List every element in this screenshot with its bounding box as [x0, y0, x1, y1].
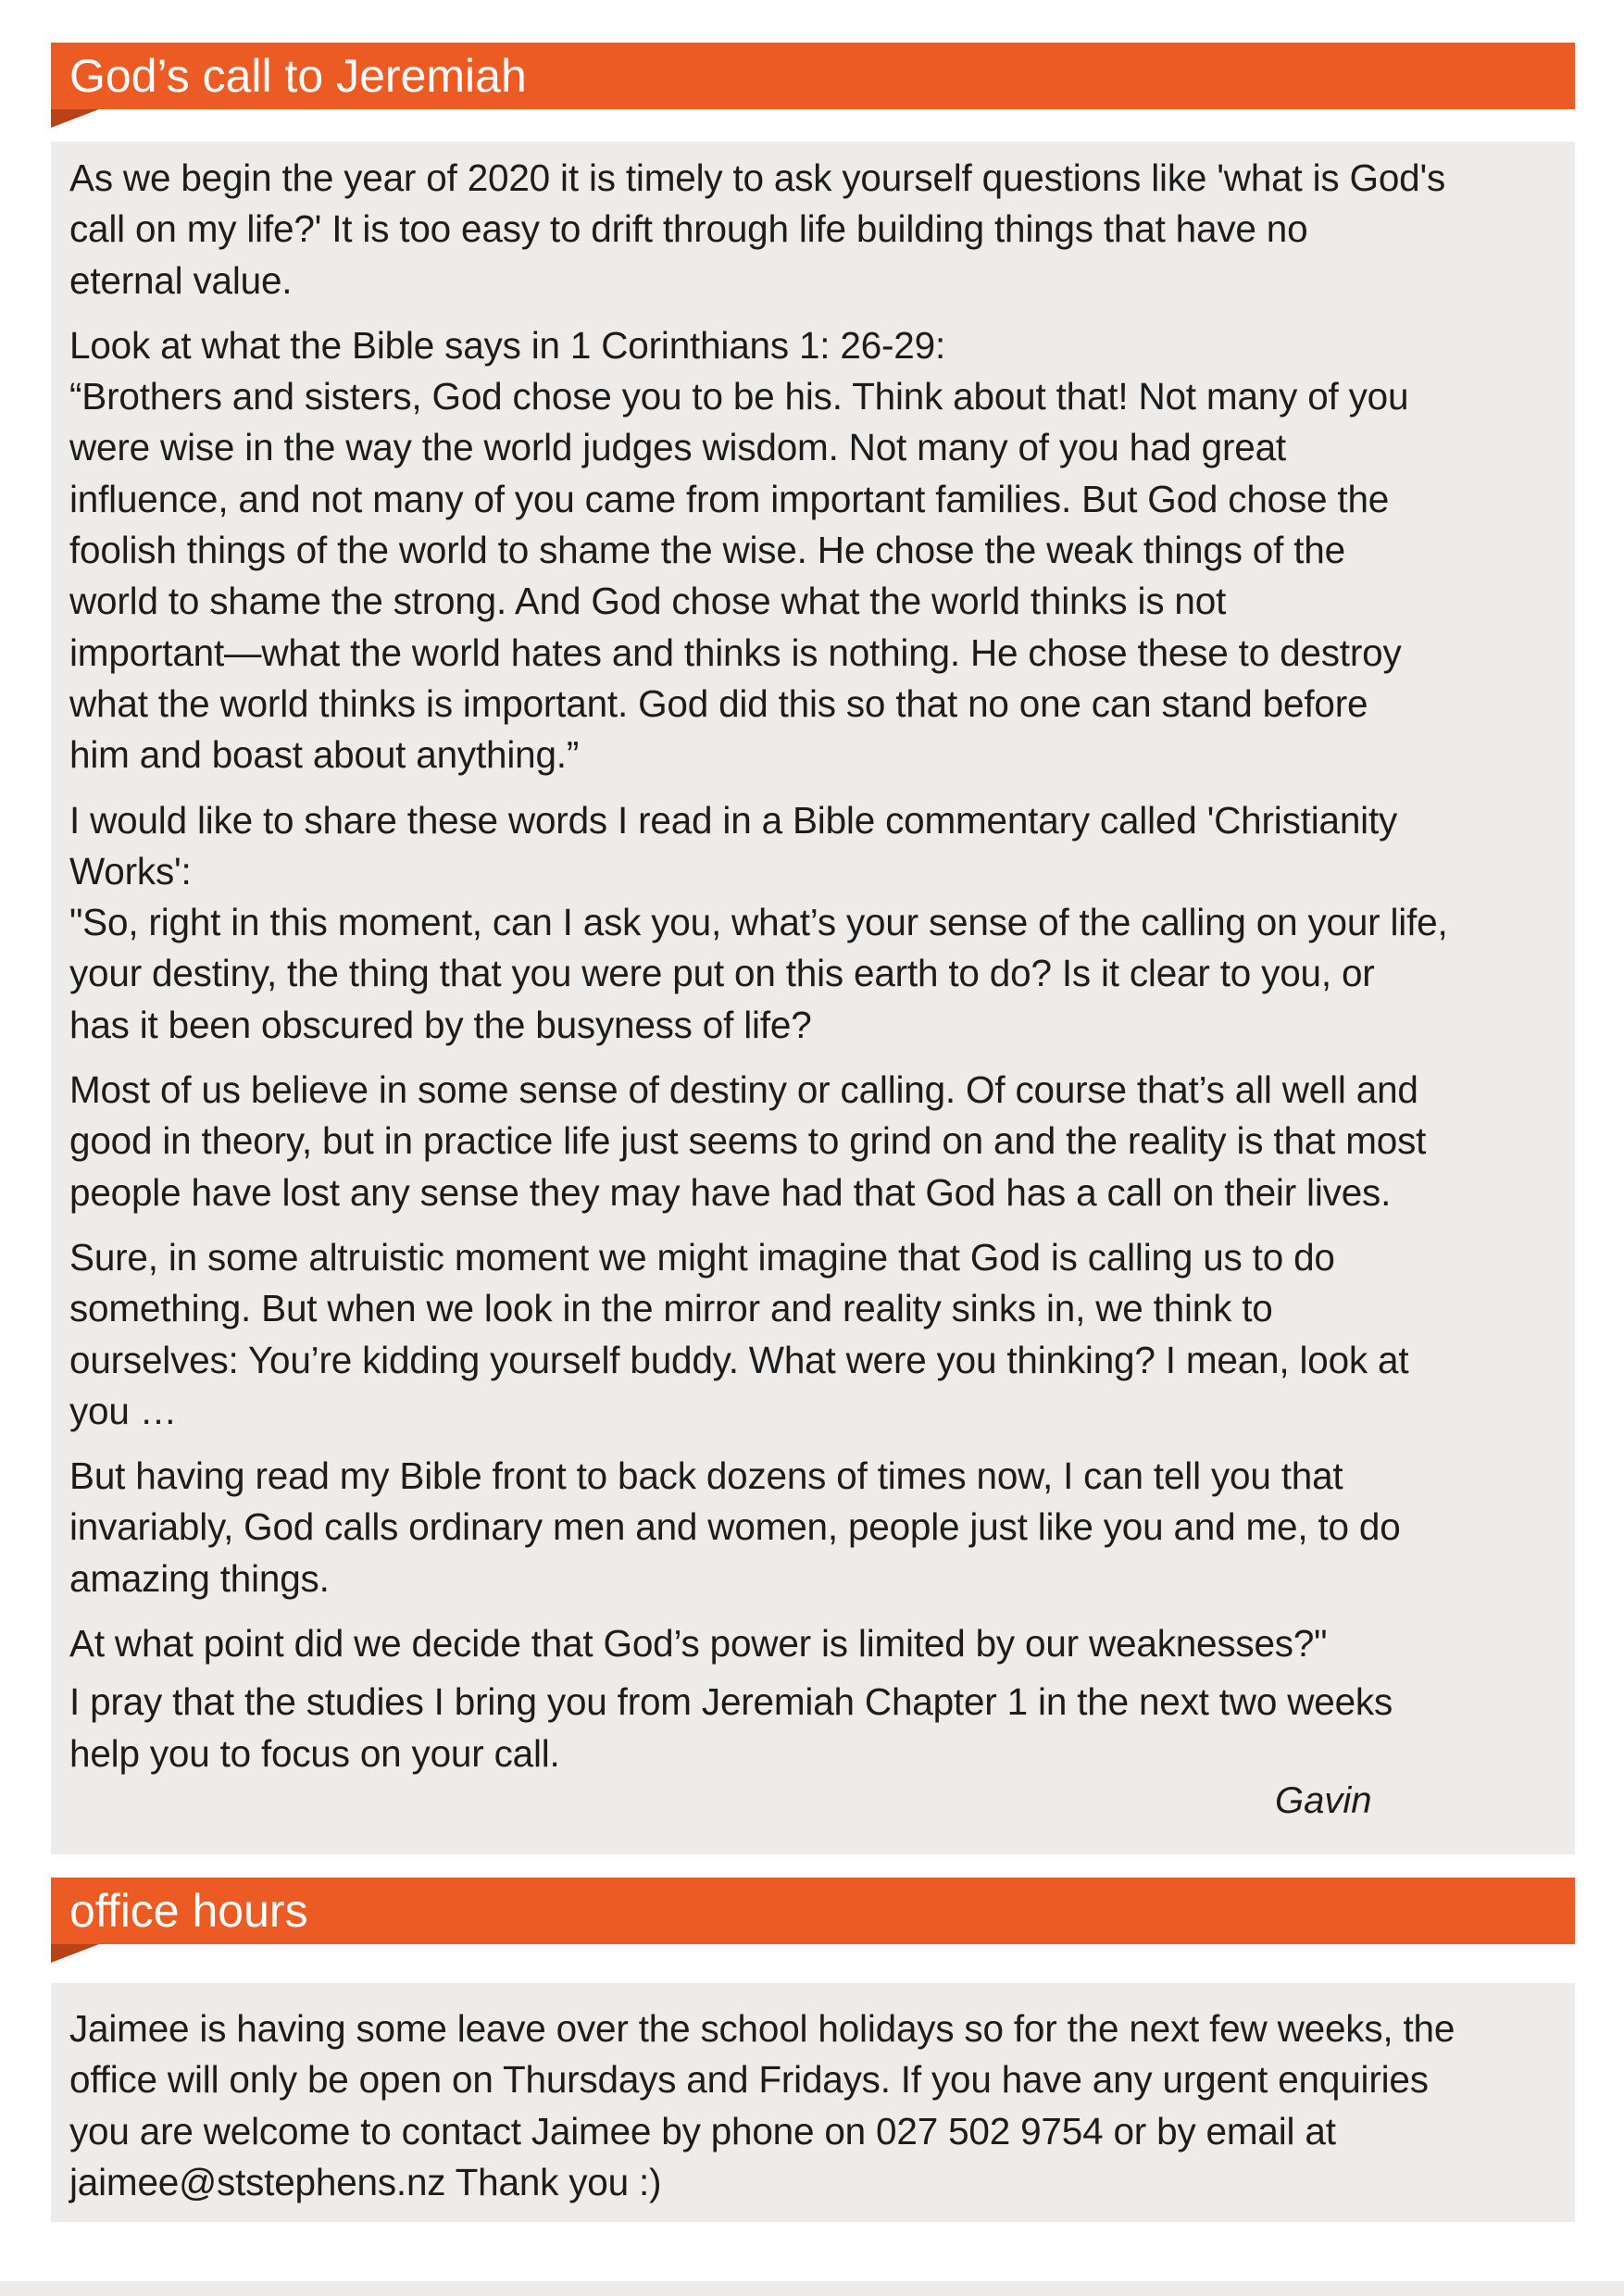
section-title: God’s call to Jeremiah — [69, 50, 527, 102]
paragraph-line: invariably, God calls ordinary men and women, people just like you and me, to do — [69, 1505, 1401, 1549]
article-panel — [51, 142, 1575, 1854]
paragraph-line: him and boast about anything.” — [69, 733, 580, 777]
author-signature: Gavin — [1275, 1780, 1372, 1821]
paragraph-line: what the world thinks is important. God did this so that no one can stand before — [69, 681, 1368, 725]
paragraph-line: has it been obscured by the busyness of life? — [69, 1003, 812, 1046]
paragraph-line: ourselves: You’re kidding yourself buddy. What were you thinking? I mean, look at — [69, 1338, 1409, 1381]
paragraph-line: people have lost any sense they may have had that God has a call on their lives. — [69, 1170, 1392, 1214]
paragraph-line: help you to focus on your call. — [69, 1731, 560, 1775]
paragraph-line: influence, and not many of you came from important families. But God chose the — [69, 477, 1390, 520]
paragraph-line: “Brothers and sisters, God chose you to be his. Think about that! Not many of you — [69, 375, 1409, 418]
paragraph-line: At what point did we decide that God’s power is limited by our weaknesses?" — [69, 1622, 1328, 1666]
paragraph-line: amazing things. — [69, 1556, 330, 1600]
paragraph-line: As we begin the year of 2020 it is timely to ask yourself questions like 'what is God's — [69, 156, 1446, 199]
paragraph-line: office will only be open on Thursdays and Fridays. If you have any urgent enquiries — [69, 2058, 1429, 2102]
header-tab-decoration — [51, 109, 99, 128]
paragraph-line: something. But when we look in the mirror and reality sinks in, we think to — [69, 1287, 1273, 1330]
office-hours-panel — [51, 1983, 1575, 2222]
section-header-jeremiah — [51, 43, 1575, 109]
section-header-office-hours — [51, 1878, 1575, 1944]
page-footer-strip — [0, 2281, 1624, 2296]
paragraph-line: But having read my Bible front to back dozens of times now, I can tell you that — [69, 1454, 1343, 1498]
paragraph-line: Jaimee is having some leave over the school holidays so for the next few weeks, the — [69, 2007, 1455, 2050]
paragraph-line: call on my life?' It is too easy to drift through life building things that have no — [69, 207, 1308, 251]
paragraph-line: Works': — [69, 849, 192, 892]
paragraph-line: you … — [69, 1389, 178, 1432]
paragraph-line: good in theory, but in practice life just seems to grind on and the reality is that most — [69, 1119, 1427, 1163]
paragraph-line: your destiny, the thing that you were put on this earth to do? Is it clear to you, or — [69, 952, 1375, 995]
paragraph-line: world to shame the strong. And God chose what the world thinks is not — [69, 580, 1227, 623]
paragraph-line: important—what the world hates and thinks is nothing. He chose these to destroy — [69, 630, 1402, 674]
paragraph-line: I would like to share these words I read in a Bible commentary called 'Christianity — [69, 798, 1398, 842]
paragraph-line: eternal value. — [69, 258, 293, 302]
paragraph-line: you are welcome to contact Jaimee by phone on 027 502 9754 or by email at — [69, 2109, 1336, 2152]
paragraph-line: Most of us believe in some sense of destiny or calling. Of course that’s all well and — [69, 1068, 1418, 1112]
paragraph-line: "So, right in this moment, can I ask you, what’s your sense of the calling on your life, — [69, 901, 1448, 944]
paragraph-line: Look at what the Bible says in 1 Corinthians 1: 26-29: — [69, 323, 946, 367]
paragraph-line: jaimee@ststephens.nz Thank you :) — [69, 2160, 662, 2203]
paragraph-line: were wise in the way the world judges wisdom. Not many of you had great — [69, 426, 1286, 469]
paragraph-line: Sure, in some altruistic moment we might imagine that God is calling us to do — [69, 1235, 1335, 1279]
section-title: office hours — [69, 1885, 308, 1937]
header-tab-decoration — [51, 1944, 99, 1963]
paragraph-line: I pray that the studies I bring you from Jeremiah Chapter 1 in the next two weeks — [69, 1680, 1393, 1724]
paragraph-line: foolish things of the world to shame the wise. He chose the weak things of the — [69, 529, 1345, 572]
